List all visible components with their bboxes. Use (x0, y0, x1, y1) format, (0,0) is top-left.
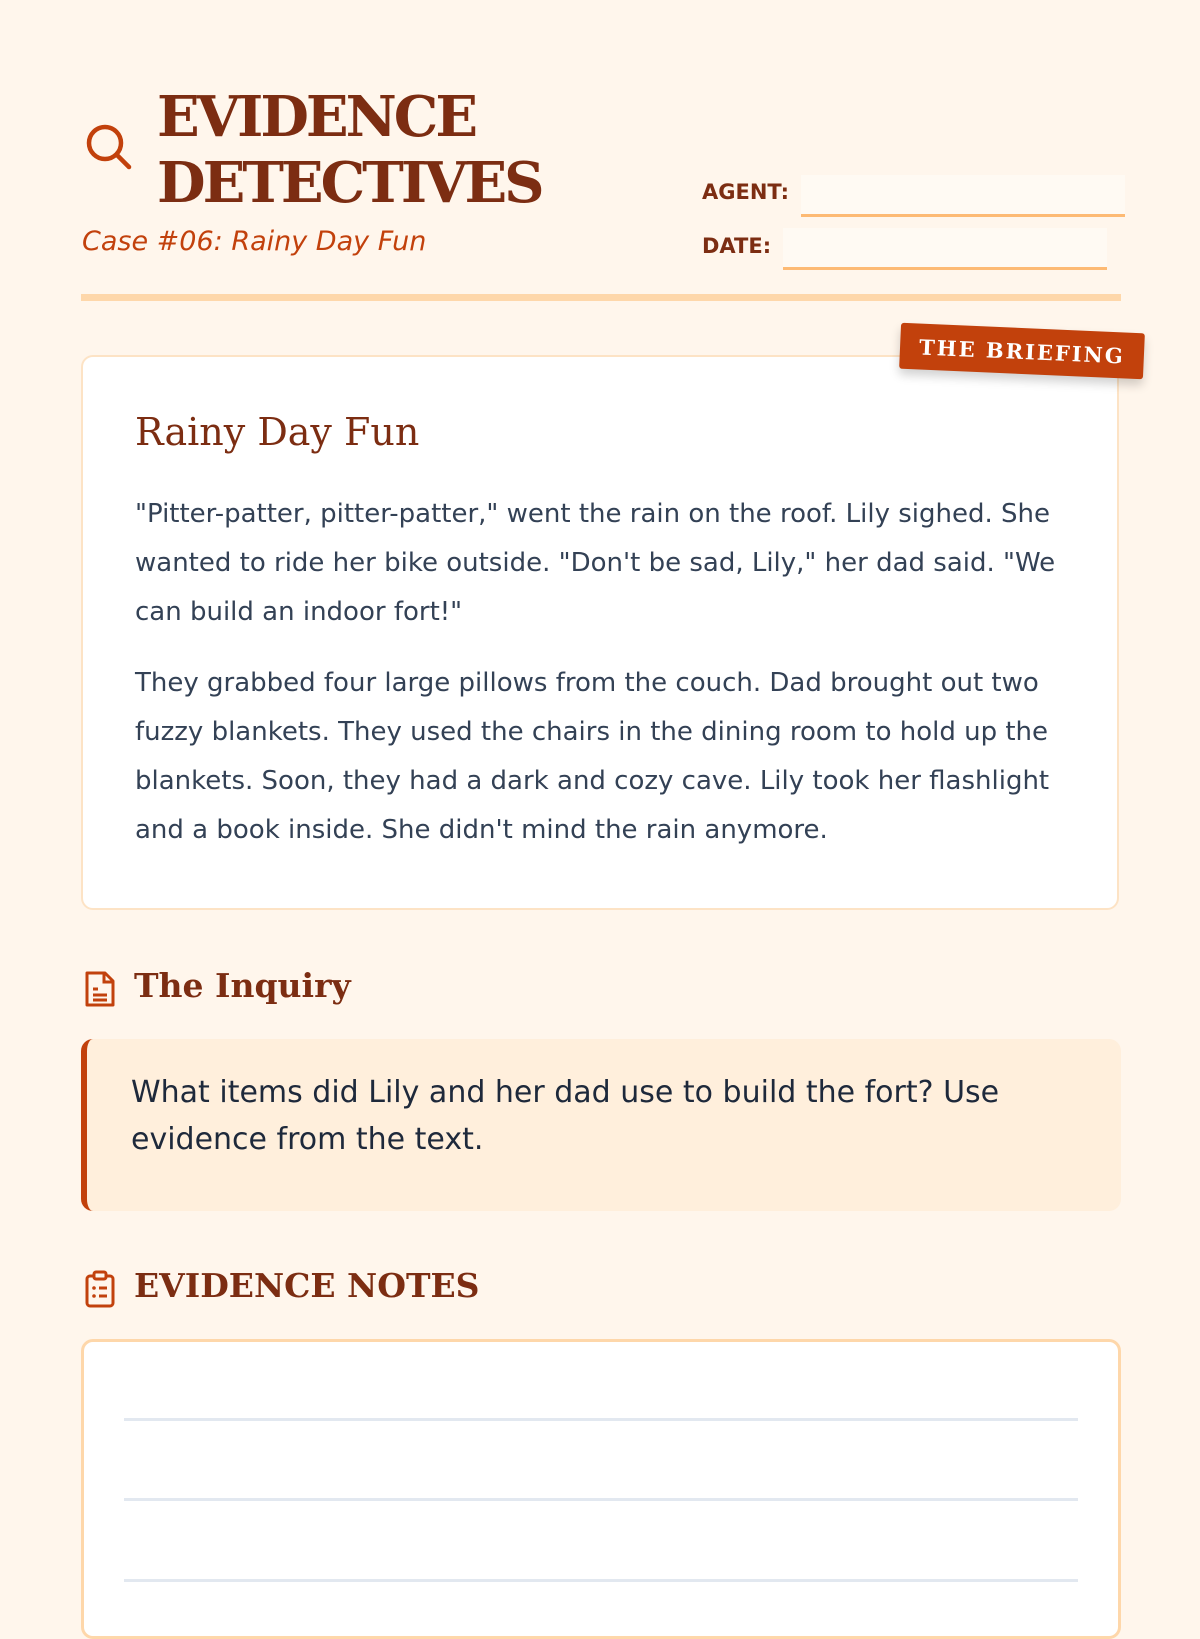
inquiry-question: What items did Lily and her dad use to build the fort? Use evidence from the text. (81, 1039, 1121, 1211)
writing-line (124, 1498, 1078, 1501)
story-paragraph: "Pitter-patter, pitter-patter," went the rain on the roof. Lily sighed. She wanted to ride her bike outside. "Don't be sad, Lily," her dad said. "We can build an indoor fort!" (135, 499, 1056, 627)
page-title (157, 84, 542, 216)
inquiry-heading: The Inquiry (134, 966, 351, 1005)
briefing-stamp: THE BRIEFING (899, 323, 1145, 380)
title-line-2: DETECTIVES (157, 150, 542, 216)
story-title: Rainy Day Fun (135, 410, 420, 454)
document-icon (83, 970, 117, 1008)
magnifying-glass-icon (84, 122, 134, 172)
writing-line (124, 1418, 1078, 1421)
title-line-1: EVIDENCE (157, 84, 476, 150)
evidence-notes-area[interactable] (81, 1339, 1121, 1639)
case-subtitle: Case #06: Rainy Day Fun (82, 226, 427, 257)
date-input[interactable] (783, 228, 1107, 270)
clipboard-icon (83, 1270, 117, 1308)
date-label: DATE: (702, 234, 772, 258)
evidence-notes-heading: EVIDENCE NOTES (134, 1266, 480, 1305)
agent-input[interactable] (801, 175, 1125, 217)
story-text (135, 490, 1085, 877)
header-divider (81, 294, 1121, 301)
agent-label: AGENT: (702, 180, 789, 204)
story-paragraph: They grabbed four large pillows from the couch. Dad brought out two fuzzy blankets. They used the chairs in the dining room to hold up the blankets. Soon, they had a dark and cozy cave. Lily took her flashlight and a book inside. She didn't mind the rain anymore. (135, 668, 1050, 845)
writing-line (124, 1579, 1078, 1582)
